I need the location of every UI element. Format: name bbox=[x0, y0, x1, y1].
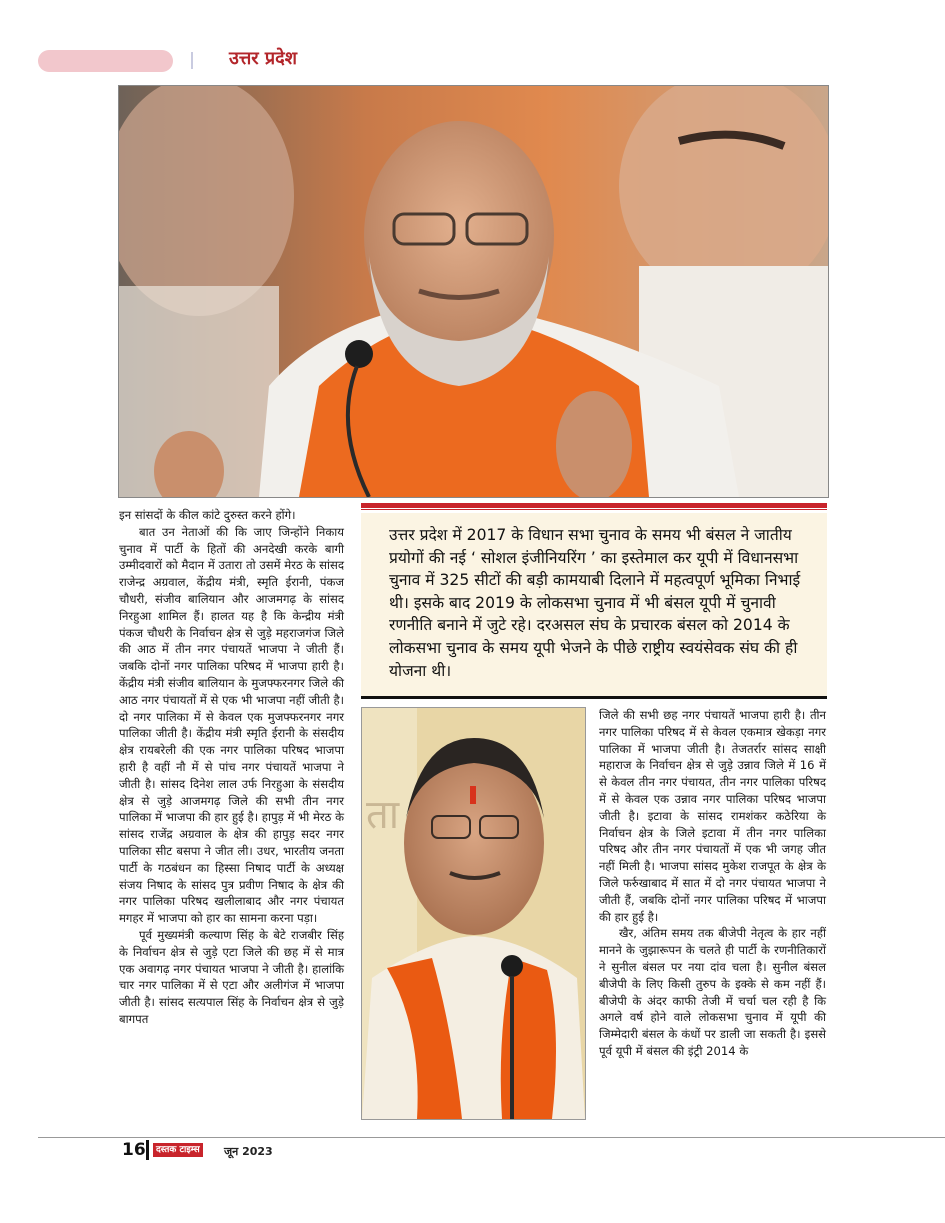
paragraph: खैर, अंतिम समय तक बीजेपी नेतृत्व के हार नहीं मानने के जुझारूपन के चलते ही पार्टी के रणनीतिकारों ने सुनील बंसल पर नया दांव चला है। सुनील बंसल बीजेपी के लिए किसी तुरुप के इक्के से कम नहीं हैं। बीजेपी के अंदर काफी तेजी में चर्चा चल रही है कि अगले वर्ष होने वाले लोकसभा चुनाव में यूपी की जिम्मेदारी बंसल के कंधों पर डाली जा सकती है। इससे पूर्व यूपी में बंसल की इंट्री 2014 के bbox=[599, 926, 826, 1058]
paragraph: बात उन नेताओं की कि जाए जिन्होंने निकाय चुनाव में पार्टी के हितों की अनदेखी करके बागी उम्मीदवारों को मैदान में उतारा तो उसमें मेरठ के सांसद राजेन्द्र अग्रवाल, केंद्रीय मंत्री, स्मृति ईरानी, पंकज चौधरी, संजीव बालियान और आजमगढ़ के सांसद निरहुआ शामिल हैं। हालत यह है कि केन्द्रीय मंत्री पंकज चौधरी के निर्वाचन क्षेत्र से जुड़े महराजगंज जिले की आठ में तीन नगर पंचायतें भाजपा ने जीती हैं। जबकि दोनों नगर पालिका परिषद में भाजपा हारी है। केंद्रीय मंत्री संजीव बालियान के मुजफ्फरनगर जिले की आठ नगर पंचायतों में से एक भी भाजपा नहीं जीती है। दो नगर पालिका में से केवल एक मुजफ्फरनगर नगर पालिका जीती है। केंद्रीय मंत्री स्मृति ईरानी के संसदीय क्षेत्र रायबरेली की एक नगर पालिका परिषद भाजपा हारी है वहीं नौ में से पांच नगर पंचायतें भाजपा ने जीती है। सांसद दिनेश लाल उर्फ निरहुआ के संसदीय क्षेत्र से जुड़े आजमगढ़ जिले की सभी तीन नगर पालिका में भाजपा की हार हुई है। हापुड़ में भी मेरठ के सांसद राजेंद्र अग्रवाल के क्षेत्र की हापुड़ सदर नगर पालिका सीट बसपा ने जीत ली। उधर, भारतीय जनता पार्टी के गठबंधन का हिस्सा निषाद पार्टी के अध्यक्ष संजय निषाद के सांसद पुत्र प्रवीण निषाद के क्षेत्र की नगर पालिका परिषद खलीलाबाद और नगर पंचायत मगहर में भाजपा को हार का सामना करना पड़ा। bbox=[119, 524, 344, 926]
side-photo-illustration bbox=[362, 708, 585, 1119]
footer-divider bbox=[146, 1140, 149, 1160]
side-photo bbox=[361, 707, 586, 1120]
paragraph: पूर्व मुख्यमंत्री कल्याण सिंह के बेटे राजबीर सिंह के निर्वाचन क्षेत्र से जुड़े एटा जिले की छह में से मात्र एक अवागढ़ नगर पंचायत भाजपा ने जीती है। हालांकि चार नगर पालिका में से एटा और अलीगंज में भाजपा जीती है। सांसद सत्यपाल सिंह के निर्वाचन क्षेत्र से जुड़े बागपत bbox=[119, 927, 344, 1026]
main-photo bbox=[118, 85, 829, 498]
main-photo-illustration bbox=[119, 86, 828, 497]
section-title: उत्तर प्रदेश bbox=[229, 48, 297, 69]
pullquote-text: उत्तर प्रदेश में 2017 के विधान सभा चुनाव के समय भी बंसल ने जातीय प्रयोगों की नई ‘ सोशल इंजीनियरिंग ’ का इस्तेमाल कर यूपी में विधानसभा चुनाव में 325 सीटों की बड़ी कामयाबी दिलाने में महत्वपूर्ण भूमिका निभाई थी। इसके बाद 2019 के लोकसभा चुनाव में भी बंसल यूपी में चुनावी रणनीति बनाने में जुटे रहे। दरअसल संघ के प्रचारक बंसल को 2014 के लोकसभा चुनाव के समय यूपी भेजने के पीछे राष्ट्रीय स्वयंसेवक संघ की ही योजना थी। bbox=[389, 526, 801, 680]
svg-text:ता: ता bbox=[366, 792, 400, 838]
pullquote-rule-bottom bbox=[361, 696, 827, 699]
issue-date: जून 2023 bbox=[224, 1145, 273, 1158]
footer-rule bbox=[38, 1137, 945, 1138]
page-number: 16 bbox=[122, 1140, 146, 1160]
pullquote-rule-top-thin bbox=[361, 509, 827, 510]
header-pill bbox=[38, 50, 173, 72]
article-column-left bbox=[119, 507, 344, 1028]
pullquote-rule-top bbox=[361, 503, 827, 508]
paragraph: इन सांसदों के कील कांटे दुरुस्त करने होंगे। bbox=[119, 508, 296, 522]
header-divider bbox=[191, 52, 193, 69]
article-column-right bbox=[599, 707, 826, 1060]
magazine-logo: दस्तक टाइम्स bbox=[153, 1143, 203, 1157]
paragraph: जिले की सभी छह नगर पंचायतें भाजपा हारी है। तीन नगर पालिका परिषद में से केवल एकमात्र खेकड़ा नगर पालिका में भाजपा जीती है। तेजतर्रार सांसद साक्षी महाराज के निर्वाचन क्षेत्र से जुड़े उन्नाव जिले में 16 में से केवल तीन नगर पंचायत, तीन नगर पालिका परिषद में से केवल एक उन्नाव नगर पालिका परिषद भाजपा जीती है। इटावा के सांसद रामशंकर कठेरिया के निर्वाचन क्षेत्र के जिले इटावा में तीन नगर पालिका परिषद और तीन नगर पंचायतों में एक भी जगह जीत नहीं मिली है। भाजपा सांसद मुकेश राजपूत के क्षेत्र के जिले फर्रुखाबाद में सात में दो नगर पंचायत भाजपा ने जीती हैं, जबकि दोनों नगर पालिका परिषद में भाजपा की हार हुई है। bbox=[599, 708, 826, 924]
